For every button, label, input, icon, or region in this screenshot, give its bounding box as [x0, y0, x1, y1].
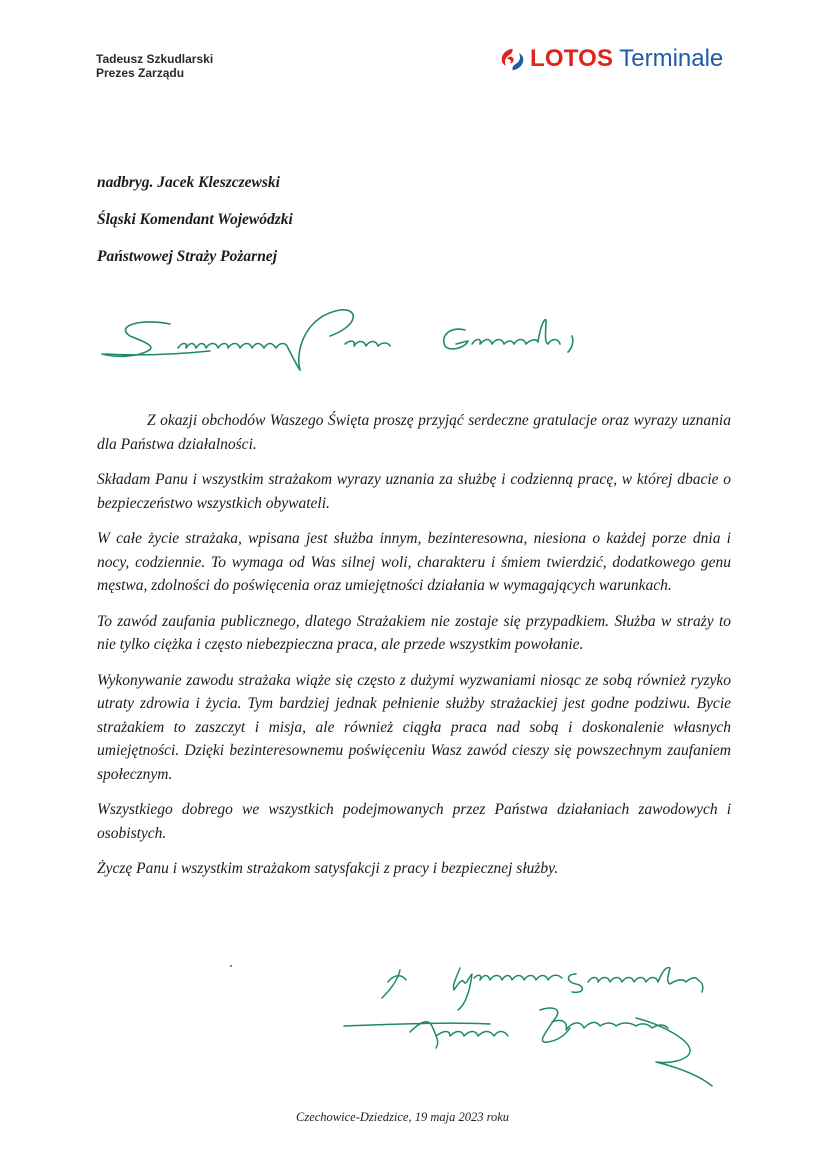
signature-name — [389, 958, 397, 959]
lotos-flame-icon — [499, 46, 526, 73]
paragraph-6: Wszystkiego dobrego we wszystkich podejmowanych przez Państwa działaniach zawodowych i osobistych. — [97, 801, 731, 842]
logo-brand-text: LOTOS — [530, 45, 614, 72]
sender-block — [96, 52, 213, 80]
logo-sub-text: Terminale — [619, 45, 724, 72]
recipient-block — [97, 174, 293, 285]
recipient-title: Śląski Komendant Wojewódzki — [97, 211, 293, 228]
paragraph-1: Z okazji obchodów Waszego Święta proszę przyjąć serdeczne gratulacje oraz wyrazy uznania dla Państwa działalności. — [97, 412, 731, 453]
closing-phrase — [380, 958, 389, 959]
paragraph-7: Życzę Panu i wszystkim strażakom satysfakcji z pracy i bezpiecznej służby. — [97, 860, 559, 877]
sender-position: Prezes Zarządu — [96, 66, 185, 80]
sender-name: Tadeusz Szkudlarski — [96, 52, 214, 66]
paragraph-3: W całe życie strażaka, wpisana jest służba innym, bezinteresowna, niesiona o każdej porze dnia i nocy, codziennie. To wymaga od Was silnej woli, charakteru i śmiem twierdzić, dodatkowego genu męstwa, zdolności do poświęcenia oraz umiejętności działania w wymagających warunkach. — [97, 530, 731, 594]
ink-dot — [230, 965, 232, 967]
salutation-text — [100, 296, 600, 376]
closing-text — [380, 958, 750, 998]
letter-body — [97, 409, 731, 893]
recipient-organization: Państwowej Straży Pożarnej — [97, 248, 277, 265]
paragraph-4: To zawód zaufania publicznego, dlatego Strażakiem nie zostaje się przypadkiem. Służba w straży to nie tylko ciężka i często niebezpieczna praca, ale przede wszystkim powołanie. — [97, 612, 731, 653]
place-date: Czechowice-Dziedzice, 19 maja 2023 roku — [296, 1110, 510, 1124]
recipient-name: nadbryg. Jacek Kleszczewski — [97, 174, 280, 191]
company-logo — [499, 44, 723, 74]
paragraph-5: Wykonywanie zawodu strażaka wiąże się często z dużymi wyzwaniami niosąc ze sobą również ryzyko utraty zdrowia i życia. Tym bardziej jednak pełnienie służby strażackiej jest godne podziwu. Bycie strażakiem to zaszczyt i misja, ale również ciągła praca nad sobą i doskonalenie własnych umiejętności. Dzięki bezinteresownemu poświęceniu Wasz zawód cieszy się powszechnym zaufaniem społecznym. — [97, 671, 731, 783]
paragraph-2: Składam Panu i wszystkim strażakom wyrazy uznania za służbę i codzienną pracę, w której dbacie o bezpieczeństwo wszystkich obywateli. — [97, 471, 731, 512]
